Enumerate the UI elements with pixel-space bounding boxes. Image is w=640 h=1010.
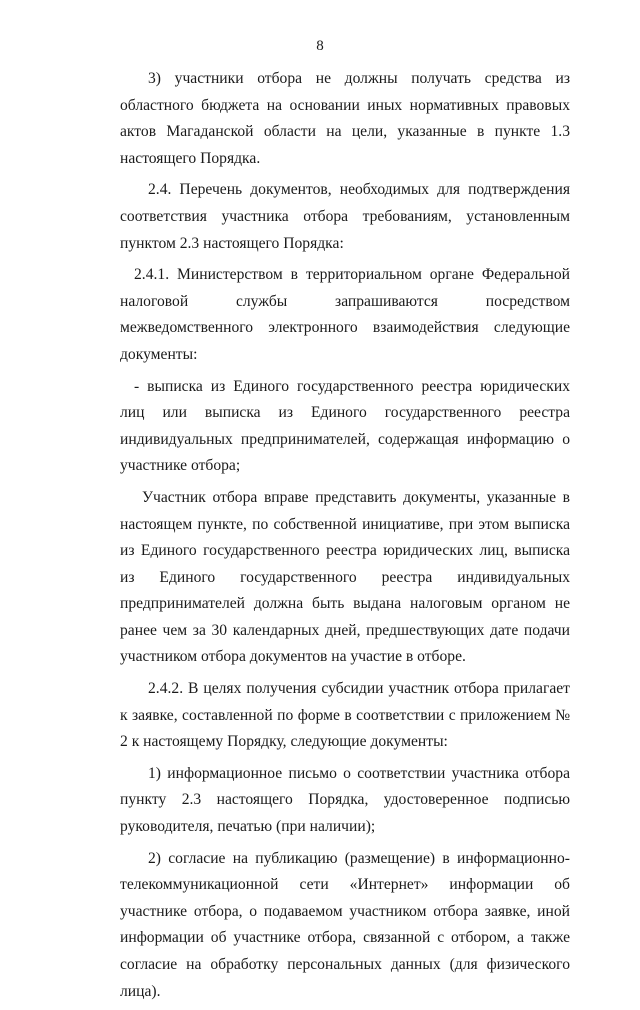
- paragraph-text: 3) участники отбора не должны получать средства из областного бюджета на основании иных нормативных правовых актов Магаданской области на цели, указанные в пункте 1.3 настоящего Порядка.: [120, 70, 570, 167]
- paragraph-document-2: [120, 846, 570, 1006]
- paragraph-text: 2) согласие на публикацию (размещение) в информационно-телекоммуникационной сети «Интернет» информации об участнике отбора, о подаваемом участником отбора заявке, иной информации об участнике отбора, связанной с отбором, а также согласие на обработку персональных данных (для физического лица).: [120, 849, 570, 1000]
- paragraph-2-4-1: [120, 262, 570, 368]
- paragraph-text: - выписка из Единого государственного реестра юридических лиц или выписка из Единого государственного реестра индивидуальных предпринимателей, содержащая информацию о участнике отбора;: [120, 377, 570, 475]
- document-body: [120, 66, 570, 1010]
- paragraph-text: Участник отбора вправе представить документы, указанные в настоящем пункте, по собственной инициативе, при этом выписка из Единого государственного реестра юридических лиц, выписка из Единого государственного реестра индивидуальных предпринимателей должна быть выдана налоговым органом не ранее чем за 30 календарных дней, предшествующих дате подачи участником отбора документов на участие в отборе.: [120, 488, 570, 666]
- paragraph-text: 1) информационное письмо о соответствии участника отбора пункту 2.3 настоящего Порядка, удостоверенное подписью руководителя, печатью (при наличии);: [120, 764, 570, 836]
- paragraph-text: 2.4. Перечень документов, необходимых для подтверждения соответствия участника отбора требованиям, установленным пунктом 2.3 настоящего Порядка:: [120, 181, 570, 252]
- paragraph-2-4: [120, 177, 570, 257]
- paragraph-text: 2.4.2. В целях получения субсидии участник отбора прилагает к заявке, составленной по форме в соответствии с приложением № 2 к настоящему Порядку, следующие документы:: [120, 680, 570, 751]
- paragraph-text: 2.4.1. Министерством в территориальном органе Федеральной налоговой службы запрашиваются посредством межведомственного электронного взаимодействия следующие документы:: [120, 266, 570, 363]
- paragraph-own-initiative: [120, 485, 570, 671]
- paragraph-eligibility-3: [120, 66, 570, 172]
- paragraph-2-4-2: [120, 676, 570, 756]
- page-number: 8: [316, 38, 324, 54]
- paragraph-list-item-extract: [120, 374, 570, 480]
- paragraph-document-1: [120, 761, 570, 841]
